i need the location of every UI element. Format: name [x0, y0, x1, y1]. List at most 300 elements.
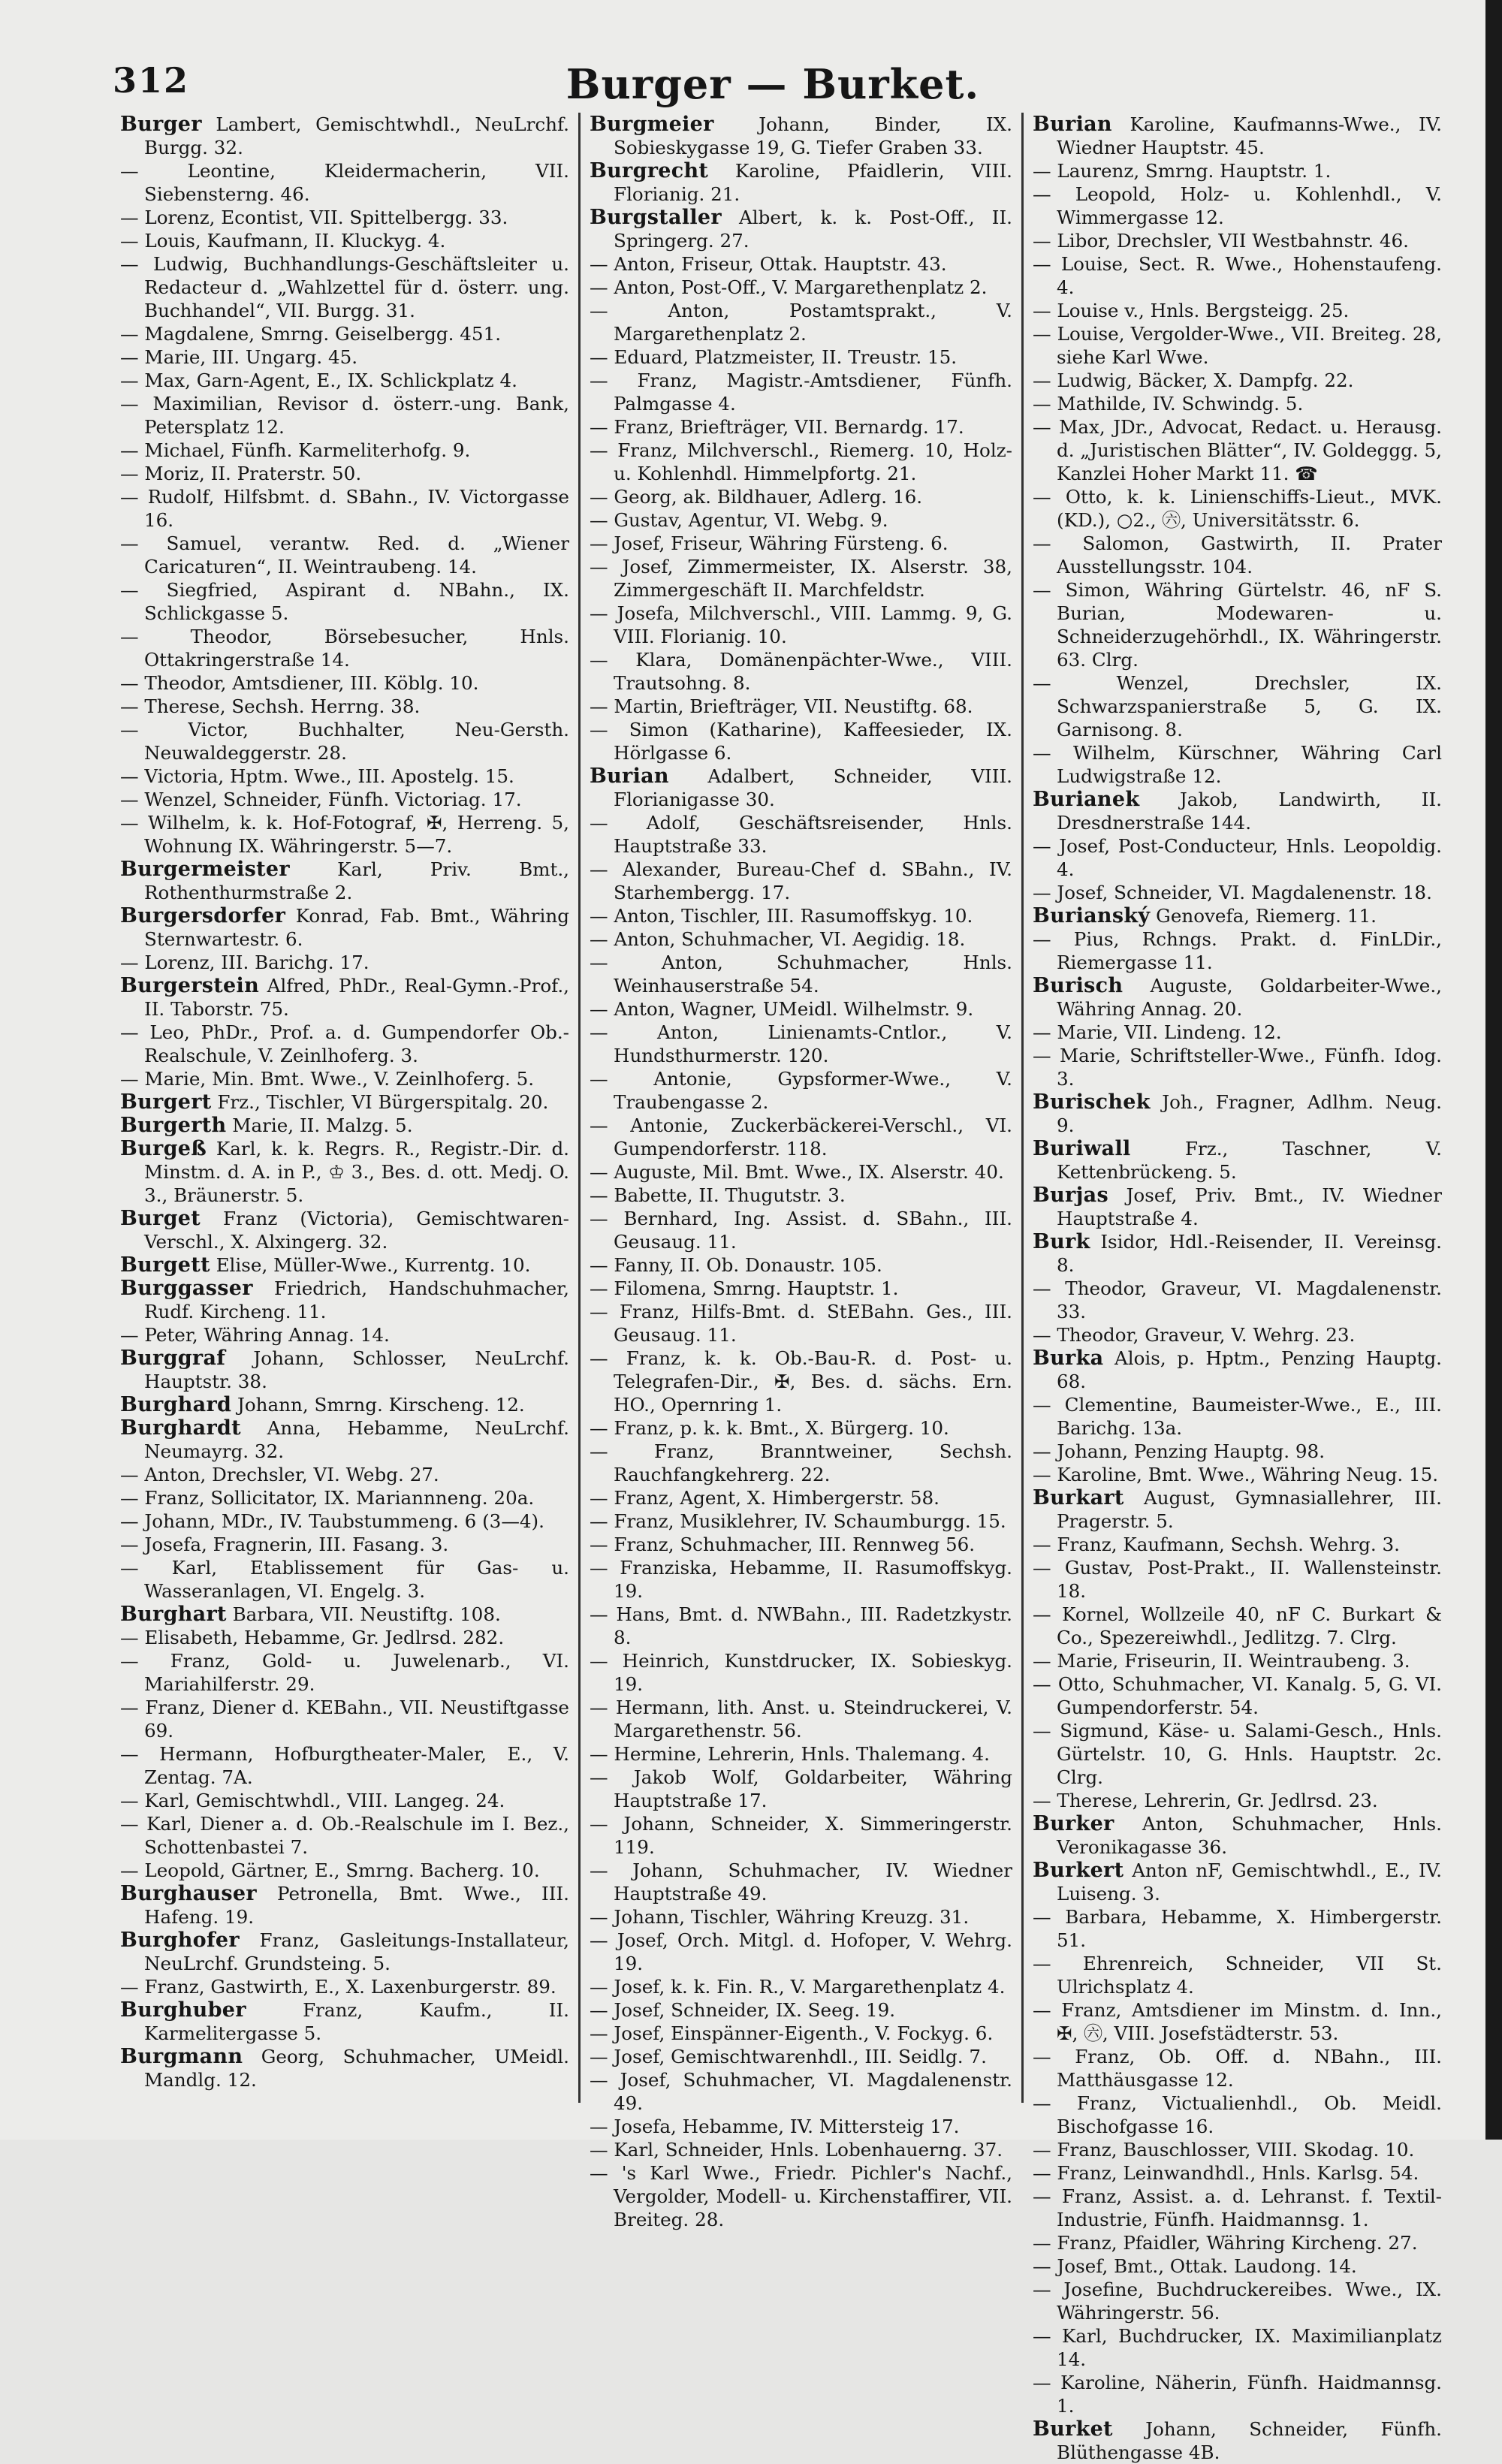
- entry-text: Franz (Victoria), Gemischtwaren-Verschl., X. Alxingerg. 32.: [144, 1208, 569, 1253]
- directory-entry: [1033, 927, 1442, 974]
- entry-text: — Johann, Schneider, X. Simmeringerstr. 119.: [590, 1813, 1012, 1858]
- entry-text: — Josef, Schneider, VI. Magdalenenstr. 18.: [1033, 882, 1432, 903]
- directory-entry: [120, 951, 569, 974]
- directory-entry: [1033, 1905, 1442, 1952]
- entry-surname: Burghauser: [120, 1882, 257, 1905]
- directory-entry: [590, 1649, 1012, 1696]
- directory-entry: [1033, 578, 1442, 671]
- entry-text: — Barbara, Hebamme, X. Himbergerstr. 51.: [1033, 1906, 1442, 1951]
- directory-entry: [1033, 904, 1442, 927]
- directory-entry: [1033, 1230, 1442, 1277]
- entry-text: — Josef, k. k. Fin. R., V. Margarethenplatz 4.: [590, 1976, 1006, 1998]
- entry-surname: Burgmann: [120, 2045, 243, 2068]
- directory-entry: [120, 1090, 569, 1114]
- running-title: Burger — Burket.: [566, 60, 980, 108]
- directory-entry: [120, 718, 569, 765]
- entry-text: — Martin, Briefträger, VII. Neustiftg. 68.: [590, 695, 973, 717]
- directory-entry: [1033, 299, 1442, 322]
- entry-text: — Klara, Domänenpächter-Wwe., VIII. Trautsohng. 8.: [590, 649, 1012, 694]
- entry-text: — Samuel, verantw. Red. d. „Wiener Caricaturen“, II. Weintraubeng. 14.: [120, 532, 569, 578]
- entry-text: Johann, Smrng. Kirscheng. 12.: [231, 1394, 525, 1416]
- directory-entry: [1033, 1393, 1442, 1440]
- entry-text: — Lorenz, Econtist, VII. Spittelbergg. 33.: [120, 207, 508, 228]
- directory-entry: [1033, 182, 1442, 229]
- entry-text: — Josefa, Milchverschl., VIII. Lammg. 9, G. VIII. Florianig. 10.: [590, 602, 1012, 647]
- entry-text: Barbara, VII. Neustiftg. 108.: [226, 1603, 501, 1625]
- directory-entry: [120, 229, 569, 252]
- entry-text: — Adolf, Geschäftsreisender, Hnls. Hauptstraße 33.: [590, 812, 1012, 857]
- entry-text: Marie, II. Malzg. 5.: [226, 1114, 413, 1136]
- entry-text: — Victoria, Hptm. Wwe., III. Apostelg. 15.: [120, 765, 514, 787]
- directory-entry: [590, 997, 1012, 1021]
- directory-entry: [120, 1603, 569, 1626]
- entry-text: — Siegfried, Aspirant d. NBahn., IX. Schlickgasse 5.: [120, 579, 569, 624]
- directory-entry: [590, 252, 1012, 276]
- entry-text: — Theodor, Graveur, VI. Magdalenenstr. 33.: [1033, 1277, 1442, 1322]
- entry-text: — Wenzel, Drechsler, IX. Schwarzspanierstraße 5, G. IX. Garnisong. 8.: [1033, 672, 1442, 740]
- entry-text: Karl, k. k. Regrs. R., Registr.-Dir. d. Minstm. d. A. in P., ♔ 3., Bes. d. ott. Medj. O. 3., Bräunerstr. 5.: [144, 1138, 569, 1206]
- entry-text: — Franz, k. k. Ob.-Bau-R. d. Post- u. Telegrafen-Dir., ✠, Bes. d. sächs. Ern. HO., Opernring 1.: [590, 1347, 1012, 1416]
- directory-entry: [1033, 252, 1442, 299]
- directory-entry: [1033, 369, 1442, 392]
- entry-text: Georg, Schuhmacher, UMeidl. Mandlg. 12.: [144, 2046, 569, 2091]
- directory-entry: [590, 555, 1012, 602]
- entry-text: — Georg, ak. Bildhauer, Adlerg. 16.: [590, 486, 923, 508]
- directory-entry: [590, 1509, 1012, 1533]
- directory-entry: [590, 113, 1012, 159]
- directory-entry: [120, 1929, 569, 1975]
- entry-text: — Hermine, Lehrerin, Hnls. Thalemang. 4.: [590, 1743, 990, 1765]
- entry-text: — Eduard, Platzmeister, II. Treustr. 15.: [590, 346, 958, 368]
- entry-text: — Josef, Gemischtwarenhdl., III. Seidlg. 7.: [590, 2046, 987, 2067]
- entry-surname: Burget: [120, 1207, 201, 1230]
- directory-entry: [590, 1929, 1012, 1975]
- directory-entry: [590, 1975, 1012, 1998]
- entry-text: Anna, Hebamme, NeuLrchf. Neumayrg. 32.: [144, 1417, 569, 1462]
- entry-text: — Antonie, Zuckerbäckerei-Verschl., VI. Gumpendorferstr. 118.: [590, 1114, 1012, 1160]
- entry-text: — Jakob Wolf, Goldarbeiter, Währing Hauptstraße 17.: [590, 1766, 1012, 1811]
- entry-surname: Burgert: [120, 1090, 212, 1114]
- directory-entry: [590, 1998, 1012, 2022]
- entry-text: — Rudolf, Hilfsbmt. d. SBahn., IV. Victorgasse 16.: [120, 486, 569, 531]
- entry-text: — Franz, Agent, X. Himbergerstr. 58.: [590, 1487, 940, 1509]
- entry-text: — Louise, Vergolder-Wwe., VII. Breiteg. 28, siehe Karl Wwe.: [1033, 323, 1442, 368]
- directory-entry: [120, 858, 569, 904]
- directory-entry: [120, 695, 569, 718]
- column-2: [578, 113, 1021, 2230]
- directory-entry: [590, 1021, 1012, 1067]
- entry-surname: Burjas: [1033, 1184, 1108, 1207]
- directory-entry: [1033, 2417, 1442, 2464]
- directory-entry: [120, 485, 569, 532]
- entry-text: — Franz, Sollicitator, IX. Mariannneng. 20a.: [120, 1487, 535, 1509]
- entry-text: — Ludwig, Bäcker, X. Dampfg. 22.: [1033, 369, 1354, 391]
- entry-surname: Burian: [590, 765, 669, 788]
- entry-text: — Simon, Währing Gürtelstr. 46, nF S. Burian, Modewaren- u. Schneiderzugehörhdl., IX. Währingerstr. 63. Clrg.: [1033, 579, 1442, 671]
- entry-text: Petronella, Bmt. Wwe., III. Hafeng. 19.: [144, 1883, 569, 1928]
- column-3: [1021, 113, 1442, 2463]
- entry-text: — Kornel, Wollzeile 40, nF C. Burkart & Co., Spezereiwhdl., Jedlitzg. 7. Clrg.: [1033, 1603, 1442, 1648]
- entry-text: — Franz, Assist. a. d. Lehranst. f. Textil-Industrie, Fünfh. Haidmannsg. 1.: [1033, 2185, 1442, 2230]
- directory-entry: [590, 927, 1012, 951]
- entry-text: — Franz, Magistr.-Amtsdiener, Fünfh. Palmgasse 4.: [590, 369, 1012, 415]
- directory-entry: [590, 1859, 1012, 1905]
- entry-text: Johann, Schneider, Fünfh. Blüthengasse 4B.: [1057, 2418, 1442, 2463]
- directory-entry: [590, 858, 1012, 904]
- entry-text: — Franz, Branntweiner, Sechsh. Rauchfangkehrerg. 22.: [590, 1440, 1012, 1485]
- entry-surname: Burgmeier: [590, 113, 714, 136]
- directory-entry: [120, 2045, 569, 2092]
- directory-entry: [120, 1556, 569, 1603]
- entry-text: — Sigmund, Käse- u. Salami-Gesch., Hnls. Gürtelstr. 10, G. Hnls. Hauptstr. 2c. Clrg.: [1033, 1720, 1442, 1788]
- entry-text: Karl, Priv. Bmt., Rothenthurmstraße 2.: [144, 858, 569, 903]
- directory-entry: [590, 1184, 1012, 1207]
- directory-entry: [120, 671, 569, 695]
- page-header: [113, 53, 1433, 113]
- directory-entry: [1033, 1649, 1442, 1672]
- directory-entry: [120, 1393, 569, 1416]
- entry-text: — Anton, Schuhmacher, VI. Aegidig. 18.: [590, 928, 966, 950]
- entry-text: — Franz, Musiklehrer, IV. Schaumburgg. 15.: [590, 1510, 1006, 1532]
- entry-text: — Karl, Etablissement für Gas- u. Wasseranlagen, VI. Engelg. 3.: [120, 1557, 569, 1602]
- directory-entry: [1033, 1533, 1442, 1556]
- directory-entry: [120, 1416, 569, 1463]
- directory-entry: [590, 345, 1012, 369]
- entry-surname: Burgstaller: [590, 206, 722, 229]
- entry-text: — Josefine, Buchdruckereibes. Wwe., IX. Währingerstr. 56.: [1033, 2279, 1442, 2324]
- directory-entry: [1033, 415, 1442, 485]
- directory-entry: [1033, 1719, 1442, 1789]
- entry-text: Genovefa, Riemerg. 11.: [1150, 905, 1377, 927]
- entry-text: — Anton, Linienamts-Cntlor., V. Hundsthurmerstr. 120.: [590, 1021, 1012, 1066]
- entry-text: — Bernhard, Ing. Assist. d. SBahn., III. Geusaug. 11.: [590, 1208, 1012, 1253]
- entry-surname: Burka: [1033, 1347, 1104, 1370]
- directory-entry: [1033, 1323, 1442, 1347]
- directory-entry: [1033, 1440, 1442, 1463]
- entry-text: Auguste, Goldarbeiter-Wwe., Währing Annag. 20.: [1057, 975, 1442, 1020]
- directory-entry: [120, 1067, 569, 1090]
- entry-text: — Peter, Währing Annag. 14.: [120, 1324, 390, 1346]
- entry-text: — Karoline, Bmt. Wwe., Währing Neug. 15.: [1033, 1464, 1439, 1485]
- entry-text: — Franz, Diener d. KEBahn., VII. Neustiftgasse 69.: [120, 1696, 569, 1742]
- entry-text: — Elisabeth, Hebamme, Gr. Jedlrsd. 282.: [120, 1627, 505, 1648]
- directory-entry: [120, 1882, 569, 1929]
- entry-surname: Burianský: [1033, 904, 1151, 927]
- directory-entry: [1033, 1463, 1442, 1486]
- directory-entry: [120, 1114, 569, 1137]
- entry-text: — Clementine, Baumeister-Wwe., E., III. Barichg. 13a.: [1033, 1394, 1442, 1439]
- directory-entry: [120, 1323, 569, 1347]
- directory-entry: [1033, 671, 1442, 741]
- entry-surname: Burgerstein: [120, 974, 259, 997]
- entry-text: Karoline, Pfaidlerin, VIII. Florianig. 21.: [614, 160, 1012, 205]
- entry-text: — Johann, Tischler, Währing Kreuzg. 31.: [590, 1906, 970, 1928]
- directory-entry: [1033, 741, 1442, 788]
- directory-entry: [590, 1114, 1012, 1160]
- directory-entry: [590, 159, 1012, 206]
- column-1: [120, 113, 578, 2103]
- directory-entry: [590, 1486, 1012, 1509]
- entry-text: — Josefa, Fragnerin, III. Fasang. 3.: [120, 1534, 449, 1555]
- directory-entry: [120, 904, 569, 951]
- entry-text: — Marie, VII. Lindeng. 12.: [1033, 1021, 1282, 1043]
- entry-text: — Ludwig, Buchhandlungs-Geschäftsleiter u. Redacteur d. „Wahlzettel für d. österr. ung. Buchhandel“, VII. Burgg. 31.: [120, 253, 569, 321]
- directory-entry: [1033, 159, 1442, 182]
- entry-text: — Hermann, lith. Anst. u. Steindruckerei, V. Margarethenstr. 56.: [590, 1696, 1012, 1742]
- directory-entry: [1033, 2185, 1442, 2231]
- directory-entry: [590, 1300, 1012, 1347]
- directory-entry: [1033, 1672, 1442, 1719]
- entry-text: — Babette, II. Thugutstr. 3.: [590, 1184, 846, 1206]
- directory-entry: [1033, 392, 1442, 415]
- entry-text: Albert, k. k. Post-Off., II. Springerg. 27.: [614, 207, 1012, 252]
- entry-text: — Franz, Schuhmacher, III. Rennweg 56.: [590, 1534, 976, 1555]
- entry-text: — Otto, k. k. Linienschiffs-Lieut., MVK. (KD.), ○2., ㊅, Universitätsstr. 6.: [1033, 486, 1442, 531]
- entry-text: — Maximilian, Revisor d. österr.-ung. Bank, Petersplatz 12.: [120, 393, 569, 438]
- entry-text: — Franz, Victualienhdl., Ob. Meidl. Bischofgasse 16.: [1033, 2092, 1442, 2137]
- entry-text: — Ehrenreich, Schneider, VII St. Ulrichsplatz 4.: [1033, 1953, 1442, 1998]
- directory-entry: [1033, 1603, 1442, 1649]
- entry-text: — Anton, Tischler, III. Rasumoffskyg. 10.: [590, 905, 973, 927]
- directory-entry: [1033, 229, 1442, 252]
- directory-entry: [590, 811, 1012, 858]
- entry-text: — Franz, Kaufmann, Sechsh. Wehrg. 3.: [1033, 1534, 1400, 1555]
- directory-entry: [120, 1277, 569, 1323]
- entry-text: — Fanny, II. Ob. Donaustr. 105.: [590, 1254, 882, 1276]
- entry-text: — Josef, Friseur, Währing Fürsteng. 6.: [590, 532, 949, 554]
- entry-surname: Burisch: [1033, 974, 1123, 997]
- entry-text: — Anton, Schuhmacher, Hnls. Weinhauserstraße 54.: [590, 952, 1012, 997]
- entry-text: — Auguste, Mil. Bmt. Wwe., IX. Alserstr. 40.: [590, 1161, 1004, 1183]
- entry-text: — 's Karl Wwe., Friedr. Pichler's Nachf., Vergolder, Modell- u. Kirchenstaffirer, VII. Breiteg. 28.: [590, 2162, 1012, 2230]
- entry-text: — Lorenz, III. Barichg. 17.: [120, 952, 369, 973]
- entry-text: — Wenzel, Schneider, Fünfh. Victoriag. 17.: [120, 789, 522, 810]
- entry-text: — Karoline, Näherin, Fünfh. Haidmannsg. 1.: [1033, 2372, 1442, 2417]
- directory-entry: [1033, 2278, 1442, 2324]
- directory-entry: [590, 1905, 1012, 1929]
- directory-entry: [120, 1789, 569, 1812]
- directory-entry: [590, 1416, 1012, 1440]
- directory-entry: [120, 322, 569, 345]
- directory-entry: [120, 113, 569, 159]
- entry-text: — Marie, Schriftsteller-Wwe., Fünfh. Idog. 3.: [1033, 1045, 1442, 1090]
- directory-entry: [120, 788, 569, 811]
- entry-text: Franz, Kaufm., II. Karmelitergasse 5.: [144, 1999, 569, 2044]
- directory-entry: [590, 2068, 1012, 2115]
- entry-text: August, Gymnasiallehrer, III. Pragerstr. 5.: [1057, 1487, 1442, 1532]
- entry-text: Jakob, Landwirth, II. Dresdnerstraße 144.: [1057, 789, 1442, 834]
- directory-entry: [1033, 1952, 1442, 1998]
- entry-text: — Therese, Sechsh. Herrng. 38.: [120, 695, 421, 717]
- directory-entry: [590, 602, 1012, 648]
- directory-entry: [590, 439, 1012, 485]
- entry-text: — Louise v., Hnls. Bergsteigg. 25.: [1033, 300, 1350, 321]
- directory-entry: [590, 1277, 1012, 1300]
- entry-text: Frz., Taschner, V. Kettenbrückeng. 5.: [1057, 1138, 1442, 1183]
- directory-entry: [1033, 2045, 1442, 2092]
- directory-entry: [120, 345, 569, 369]
- directory-entry: [120, 1486, 569, 1509]
- entry-text: — Theodor, Amtsdiener, III. Köblg. 10.: [120, 672, 479, 694]
- directory-entry: [590, 1067, 1012, 1114]
- directory-entry: [590, 2022, 1012, 2045]
- directory-entry: [120, 578, 569, 625]
- entry-surname: Burggraf: [120, 1347, 226, 1370]
- entry-surname: Burghardt: [120, 1416, 241, 1440]
- directory-entry: [120, 159, 569, 206]
- entry-text: — Karl, Schneider, Hnls. Lobenhauerng. 37.: [590, 2139, 1003, 2161]
- entry-text: — Theodor, Graveur, V. Wehrg. 23.: [1033, 1324, 1356, 1346]
- directory-entry: [1033, 2254, 1442, 2278]
- directory-entry: [120, 532, 569, 578]
- directory-entry: [120, 369, 569, 392]
- directory-entry: [120, 439, 569, 462]
- directory-entry: [590, 1440, 1012, 1486]
- directory-entry: [1033, 974, 1442, 1021]
- entry-text: — Victor, Buchhalter, Neu-Gersth. Neuwaldeggerstr. 28.: [120, 719, 569, 764]
- entry-text: — Louise, Sect. R. Wwe., Hohenstaufeng. 4.: [1033, 253, 1442, 298]
- directory-entry: [1033, 322, 1442, 369]
- entry-text: — Josefa, Hebamme, IV. Mittersteig 17.: [590, 2116, 960, 2137]
- entry-surname: Burkart: [1033, 1486, 1124, 1509]
- entry-text: — Laurenz, Smrng. Hauptstr. 1.: [1033, 160, 1332, 182]
- directory-entry: [590, 904, 1012, 927]
- entry-text: — Max, JDr., Advocat, Redact. u. Herausg. d. „Juristischen Blätter“, IV. Goldeggg. 5, Kanzlei Hoher Markt 11. ☎: [1033, 416, 1442, 484]
- entry-text: — Otto, Schuhmacher, VI. Kanalg. 5, G. VI. Gumpendorferstr. 54.: [1033, 1673, 1442, 1718]
- entry-text: — Karl, Diener a. d. Ob.-Realschule im I. Bez., Schottenbastei 7.: [120, 1813, 569, 1858]
- entry-text: — Wilhelm, Kürschner, Währing Carl Ludwigstraße 12.: [1033, 742, 1442, 787]
- directory-entry: [590, 508, 1012, 532]
- directory-entry: [120, 765, 569, 788]
- entry-text: — Josef, Bmt., Ottak. Laudong. 14.: [1033, 2255, 1357, 2277]
- entry-text: Adalbert, Schneider, VIII. Florianigasse 30.: [614, 765, 1012, 810]
- directory-entry: [120, 1975, 569, 1998]
- directory-entry: [590, 1742, 1012, 1766]
- entry-text: — Marie, III. Ungarg. 45.: [120, 346, 358, 368]
- entry-text: — Alexander, Bureau-Chef d. SBahn., IV. Starhembergg. 17.: [590, 858, 1012, 903]
- entry-text: — Anton, Wagner, UMeidl. Wilhelmstr. 9.: [590, 998, 974, 1020]
- directory-entry: [590, 276, 1012, 299]
- entry-surname: Burger: [120, 113, 202, 136]
- entry-text: Alfred, PhDr., Real-Gymn.-Prof., II. Taborstr. 75.: [144, 975, 569, 1020]
- entry-text: — Filomena, Smrng. Hauptstr. 1.: [590, 1277, 899, 1299]
- directory-entry: [590, 2045, 1012, 2068]
- entry-surname: Burghard: [120, 1393, 232, 1416]
- directory-entry: [1033, 788, 1442, 834]
- entry-surname: Burian: [1033, 113, 1112, 136]
- entry-text: — Hans, Bmt. d. NWBahn., III. Radetzkystr. 8.: [590, 1603, 1012, 1648]
- directory-entry: [120, 1533, 569, 1556]
- entry-text: Karoline, Kaufmanns-Wwe., IV. Wiedner Hauptstr. 45.: [1057, 113, 1442, 158]
- entry-text: — Michael, Fünfh. Karmeliterhofg. 9.: [120, 439, 471, 461]
- directory-entry: [1033, 1556, 1442, 1603]
- directory-entry: [120, 1998, 569, 2045]
- entry-text: — Hermann, Hofburgtheater-Maler, E., V. Zentag. 7A.: [120, 1743, 569, 1788]
- directory-entry: [1033, 1347, 1442, 1393]
- directory-entry: [120, 1742, 569, 1789]
- entry-text: — Pius, Rchngs. Prakt. d. FinLDir., Riemergasse 11.: [1033, 928, 1442, 973]
- directory-entry: [120, 1649, 569, 1696]
- directory-entry: [590, 1207, 1012, 1253]
- entry-surname: Burket: [1033, 2417, 1113, 2441]
- entry-text: Konrad, Fab. Bmt., Währing Sternwartestr. 6.: [144, 905, 569, 950]
- directory-entry: [1033, 2092, 1442, 2138]
- entry-text: — Franz, Gold- u. Juwelenarb., VI. Mariahilferstr. 29.: [120, 1650, 569, 1695]
- directory-entry: [120, 1626, 569, 1649]
- entry-text: — Franz, Gastwirth, E., X. Laxenburgerstr. 89.: [120, 1976, 556, 1998]
- entry-text: — Gustav, Post-Prakt., II. Wallensteinstr. 18.: [1033, 1557, 1442, 1602]
- directory-entry: [120, 1253, 569, 1277]
- directory-entry: [120, 1812, 569, 1859]
- entry-surname: Burker: [1033, 1812, 1114, 1835]
- entry-text: — Anton, Post-Off., V. Margarethenplatz 2.: [590, 276, 988, 298]
- directory-entry: [120, 1859, 569, 1882]
- directory-entry: [1033, 1044, 1442, 1090]
- directory-entry: [590, 1812, 1012, 1859]
- directory-entry: [120, 1137, 569, 1207]
- entry-surname: Burianek: [1033, 788, 1140, 811]
- entry-text: — Josef, Orch. Mitgl. d. Hofoper, V. Wehrg. 19.: [590, 1929, 1012, 1974]
- directory-entry: [590, 1160, 1012, 1184]
- directory-entry: [590, 485, 1012, 508]
- entry-text: Alois, p. Hptm., Penzing Hauptg. 68.: [1057, 1347, 1442, 1392]
- entry-text: — Josef, Einspänner-Eigenth., V. Fockyg. 6.: [590, 2022, 994, 2044]
- directory-entry: [1033, 881, 1442, 904]
- directory-entry: [120, 1463, 569, 1486]
- entry-text: — Franz, Bauschlosser, VIII. Skodag. 10.: [1033, 2139, 1415, 2161]
- directory-entry: [590, 2138, 1012, 2161]
- directory-entry: [120, 1021, 569, 1067]
- directory-columns: [120, 113, 1442, 2463]
- entry-text: — Josef, Schuhmacher, VI. Magdalenenstr. 49.: [590, 2069, 1012, 2114]
- directory-entry: [590, 1253, 1012, 1277]
- entry-surname: Burggasser: [120, 1277, 253, 1300]
- directory-entry: [1033, 1021, 1442, 1044]
- entry-text: — Leopold, Holz- u. Kohlenhdl., V. Wimmergasse 12.: [1033, 183, 1442, 228]
- directory-entry: [1033, 532, 1442, 578]
- directory-entry: [1033, 2231, 1442, 2254]
- directory-entry: [590, 1533, 1012, 1556]
- entry-text: — Franz, Ob. Off. d. NBahn., III. Matthäusgasse 12.: [1033, 2046, 1442, 2091]
- directory-entry: [120, 1207, 569, 1253]
- directory-entry: [590, 415, 1012, 439]
- entry-text: — Leo, PhDr., Prof. a. d. Gumpendorfer Ob.-Realschule, V. Zeinlhoferg. 3.: [120, 1021, 569, 1066]
- entry-text: — Franz, Amtsdiener im Minstm. d. Inn., ✠, ㊅, VIII. Josefstädterstr. 53.: [1033, 1999, 1442, 2044]
- directory-entry: [590, 2115, 1012, 2138]
- entry-text: — Karl, Gemischtwhdl., VIII. Langeg. 24.: [120, 1790, 505, 1811]
- directory-entry: [120, 1509, 569, 1533]
- entry-text: — Max, Garn-Agent, E., IX. Schlickplatz 4.: [120, 369, 517, 391]
- directory-entry: [120, 252, 569, 322]
- entry-text: — Franz, p. k. k. Bmt., X. Bürgerg. 10.: [590, 1417, 949, 1439]
- entry-text: — Theodor, Börsebesucher, Hnls. Ottakringerstraße 14.: [120, 626, 569, 671]
- entry-text: — Josef, Post-Conducteur, Hnls. Leopoldig. 4.: [1033, 835, 1442, 880]
- directory-entry: [590, 1556, 1012, 1603]
- directory-entry: [1033, 1090, 1442, 1137]
- entry-surname: Burgersdorfer: [120, 904, 286, 927]
- entry-text: — Gustav, Agentur, VI. Webg. 9.: [590, 509, 888, 531]
- entry-text: — Johann, Penzing Hauptg. 98.: [1033, 1440, 1326, 1462]
- entry-text: — Franz, Milchverschl., Riemerg. 10, Holz- u. Kohlenhdl. Himmelpfortg. 21.: [590, 439, 1012, 484]
- entry-surname: Burghart: [120, 1603, 227, 1626]
- directory-entry: [120, 1696, 569, 1742]
- entry-text: Johann, Schlosser, NeuLrchf. Hauptstr. 38.: [144, 1347, 569, 1392]
- directory-entry: [1033, 1859, 1442, 1905]
- directory-entry: [1033, 1789, 1442, 1812]
- directory-entry: [120, 392, 569, 439]
- entry-text: — Josef, Zimmermeister, IX. Alserstr. 38, Zimmergeschäft II. Marchfeldstr.: [590, 556, 1012, 601]
- directory-entry: [590, 648, 1012, 695]
